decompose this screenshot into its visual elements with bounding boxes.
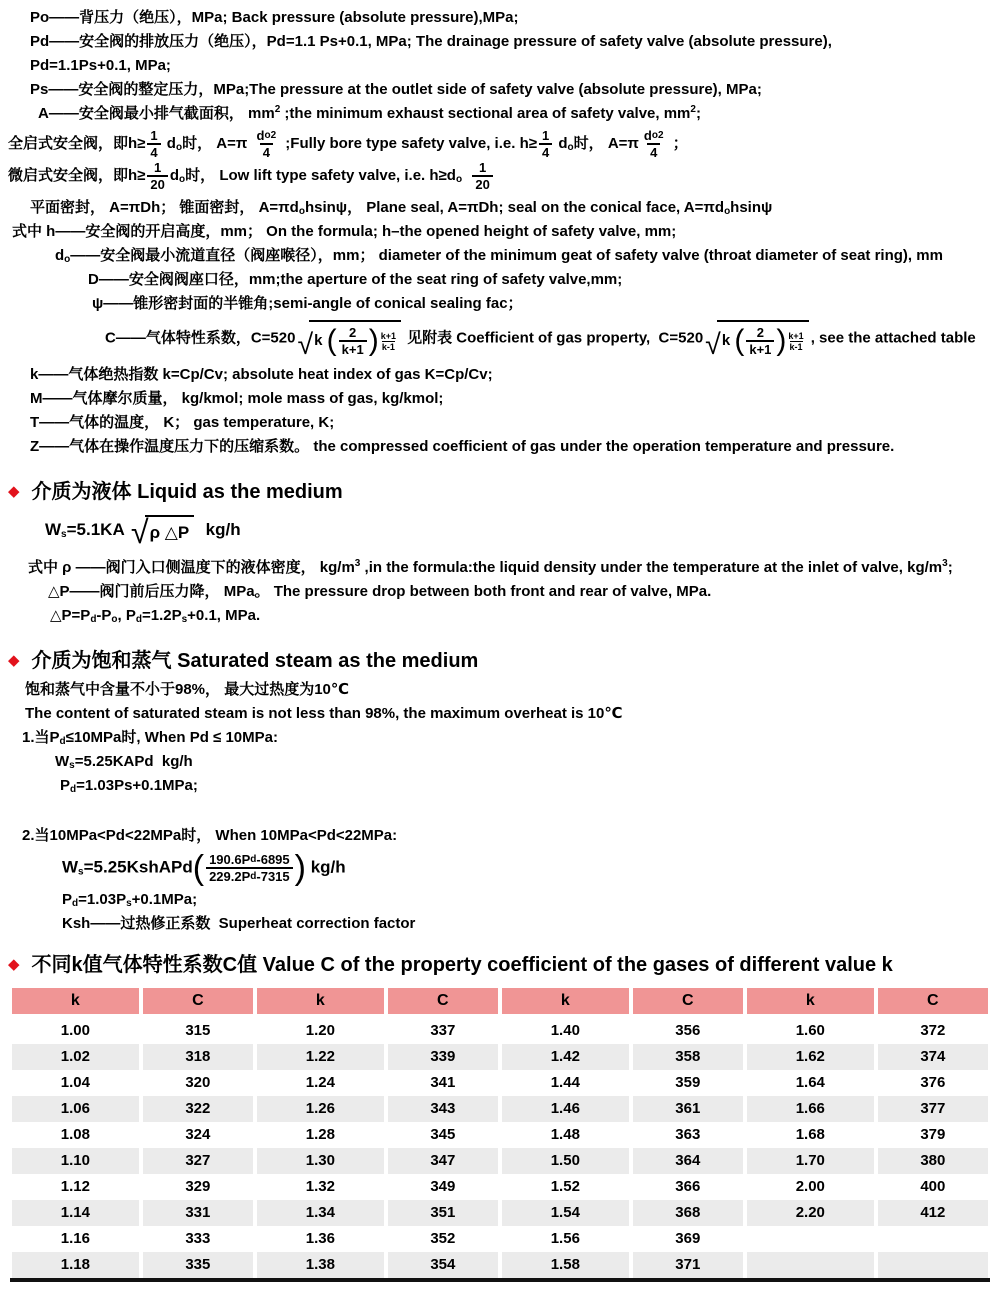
def-line-set-pressure: Ps——安全阀的整定压力，MPa;The pressure at the outlet side of safety valve (absolute pressure), MPa; xyxy=(30,81,762,98)
table-header-cell: C xyxy=(876,988,990,1018)
table-cell: 1.70 xyxy=(745,1148,876,1174)
table-cell: 1.42 xyxy=(500,1044,631,1070)
section-heading-k-table-text: 不同k值气体特性系数C值 Value C of the property coefficient of the gases of different value k xyxy=(31,954,893,976)
document-page xyxy=(0,6,1000,1282)
steam-case1-pd-formula: $P_d=1.03Ps+0.1MPa$; xyxy=(60,777,198,795)
def-line-back-pressure: Po——背压力（绝压），MPa; Back pressure (absolute pressure),MPa; xyxy=(30,9,519,26)
section-saturated-steam xyxy=(0,646,1000,936)
table-cell: 343 xyxy=(386,1096,500,1122)
table-cell: 1.32 xyxy=(255,1174,386,1200)
table-header-cell: k xyxy=(745,988,876,1018)
table-header-cell: C xyxy=(631,988,745,1018)
table-cell: 1.24 xyxy=(255,1070,386,1096)
table-cell: 345 xyxy=(386,1122,500,1148)
table-cell: 374 xyxy=(876,1044,990,1070)
def-line-throat-diameter: $d_o——$安全阀最小流道直径（阀座喉径），mm； diameter of the minimum geat of safety valve (throat diameter of seat ring), mm xyxy=(55,247,943,265)
table-row xyxy=(10,1200,990,1226)
table-cell: 358 xyxy=(631,1044,745,1070)
diamond-bullet-icon: ◆ xyxy=(8,956,20,973)
table-cell: 1.64 xyxy=(745,1070,876,1096)
table-row xyxy=(10,1226,990,1252)
table-cell: 320 xyxy=(141,1070,255,1096)
table-cell: 349 xyxy=(386,1174,500,1200)
table-row xyxy=(10,1148,990,1174)
steam-case1-flow-formula: $W_s=5.25KAPd$ kg/h xyxy=(55,753,193,771)
table-row xyxy=(10,1252,990,1278)
steam-case2-condition: 2.当10MPa<Pd<22MPa时， When 10MPa<Pd<22MPa: xyxy=(22,827,398,844)
table-cell xyxy=(745,1252,876,1278)
pressure-drop-formula: $\triangle P=P_d-P_o$, $P_d=1.2P_s+0.1$, MPa. xyxy=(50,607,261,625)
steam-case1-condition: 1.当$P_d\le 10MPa$时, When Pd ≤ 10MPa: xyxy=(22,729,278,747)
table-cell: 339 xyxy=(386,1044,500,1070)
table-cell: 351 xyxy=(386,1200,500,1226)
table-cell: 1.46 xyxy=(500,1096,631,1122)
table-row xyxy=(10,1044,990,1070)
kc-value-table xyxy=(10,988,990,1282)
table-cell: 377 xyxy=(876,1096,990,1122)
def-line-gas-coefficient: C——气体特性系数，C=520 √ k ( $\frac{2}{k+1}$ ) $\frac{k+1}{k-1}$ 见附表 Coefficient of gas property, C=520 √ k ( $\frac{2}{k+1}$ ) $\frac{k+1}{k-1}$ , see the attached table xyxy=(105,320,1000,357)
table-cell: 1.68 xyxy=(745,1122,876,1148)
steam-case2-pd-formula: $P_d=1.03P_s+0.1MPa$; xyxy=(62,891,198,909)
table-cell: 322 xyxy=(141,1096,255,1122)
table-header-cell: C xyxy=(141,988,255,1018)
table-cell: 1.08 xyxy=(10,1122,141,1148)
table-cell: 1.66 xyxy=(745,1096,876,1122)
section-heading-k-table xyxy=(8,950,1000,980)
table-cell: 1.40 xyxy=(500,1018,631,1044)
pressure-drop-line: △P——阀门前后压力降， MPa。 The pressure drop between both front and rear of valve, MPa. xyxy=(48,583,712,600)
table-cell: 329 xyxy=(141,1174,255,1200)
table-header-cell: C xyxy=(386,988,500,1018)
table-cell: 366 xyxy=(631,1174,745,1200)
table-cell: 2.00 xyxy=(745,1174,876,1200)
table-cell: 1.34 xyxy=(255,1200,386,1226)
table-cell: 368 xyxy=(631,1200,745,1226)
def-line-exhaust-area: A——安全阀最小排气截面积， $mm^2$ ;the minimum exhaust sectional area of safety valve, $mm^2$; xyxy=(38,104,701,122)
ksh-definition: Ksh——过热修正系数 Superheat correction factor xyxy=(62,915,416,932)
table-cell: 1.20 xyxy=(255,1018,386,1044)
table-cell xyxy=(876,1252,990,1278)
steam-content-cn: 饱和蒸气中含量不小于98%， 最大过热度为10℃ xyxy=(25,681,350,698)
table-row xyxy=(10,1018,990,1044)
table-cell: 380 xyxy=(876,1148,990,1174)
table-row xyxy=(10,1174,990,1200)
section-heading-liquid xyxy=(8,477,1000,507)
table-cell: 1.12 xyxy=(10,1174,141,1200)
table-cell: 315 xyxy=(141,1018,255,1044)
table-row xyxy=(10,1122,990,1148)
table-cell: 327 xyxy=(141,1148,255,1174)
def-line-opened-height: 式中 h——安全阀的开启高度，mm； On the formula; h–the opened height of safety valve, mm; xyxy=(12,223,677,240)
table-cell: 331 xyxy=(141,1200,255,1226)
table-cell: 1.58 xyxy=(500,1252,631,1278)
table-cell: 1.44 xyxy=(500,1070,631,1096)
table-cell: 2.20 xyxy=(745,1200,876,1226)
table-cell: 400 xyxy=(876,1174,990,1200)
table-cell: 376 xyxy=(876,1070,990,1096)
table-cell: 333 xyxy=(141,1226,255,1252)
table-cell: 1.28 xyxy=(255,1122,386,1148)
section-heading-steam-text: 介质为饱和蒸气 Saturated steam as the medium xyxy=(31,650,479,672)
def-line-drainage-pressure-formula: Pd=1.1Ps+0.1, MPa; xyxy=(30,57,171,74)
def-line-compression-factor: Z——气体在操作温度压力下的压缩系数。 the compressed coefficient of gas under the operation temperature and pressure. xyxy=(30,438,895,455)
table-cell: 352 xyxy=(386,1226,500,1252)
table-cell: 1.38 xyxy=(255,1252,386,1278)
table-row xyxy=(10,1070,990,1096)
table-cell: 1.18 xyxy=(10,1252,141,1278)
definitions-block xyxy=(0,6,1000,459)
def-line-mole-mass: M——气体摩尔质量， kg/kmol; mole mass of gas, kg/kmol; xyxy=(30,390,444,407)
def-line-plane-seal: 平面密封， A=πDh； 锥面密封， $A=\pi d_ohsin\psi$， Plane seal, A=πDh; seal on the conical face, $A=\pi d_ohsin\psi$ xyxy=(30,199,773,217)
table-cell: 1.48 xyxy=(500,1122,631,1148)
table-cell: 359 xyxy=(631,1070,745,1096)
table-cell: 356 xyxy=(631,1018,745,1044)
table-cell: 1.10 xyxy=(10,1148,141,1174)
saturated-steam-body xyxy=(0,678,1000,936)
def-line-seat-aperture: D——安全阀阀座口径，mm;the aperture of the seat ring of safety valve,mm; xyxy=(88,271,623,288)
table-cell: 341 xyxy=(386,1070,500,1096)
def-line-gas-temperature: T——气体的温度， K； gas temperature, K; xyxy=(30,414,335,431)
table-cell: 372 xyxy=(876,1018,990,1044)
table-cell: 1.02 xyxy=(10,1044,141,1070)
table-cell: 1.36 xyxy=(255,1226,386,1252)
def-line-fully-bore: 全启式安全阀，即h≥ $\frac{1}{4}$ $d_o$时， A=π d o 2 4 ;Fully bore type safety valve, i.e. h≥ $\frac{1}{4}$ $d_o$时， A=π d o 2 4 ； xyxy=(8,128,688,160)
table-cell: 1.50 xyxy=(500,1148,631,1174)
section-k-value-table xyxy=(0,950,1000,1282)
table-cell: 1.14 xyxy=(10,1200,141,1226)
table-cell: 364 xyxy=(631,1148,745,1174)
table-cell: 369 xyxy=(631,1226,745,1252)
section-heading-steam xyxy=(8,646,1000,676)
table-cell: 324 xyxy=(141,1122,255,1148)
def-line-drainage-pressure: Pd——安全阀的排放压力（绝压），Pd=1.1 Ps+0.1, MPa; The drainage pressure of safety valve (absolute pressure), xyxy=(30,33,832,50)
table-cell: 1.30 xyxy=(255,1148,386,1174)
table-cell: 1.00 xyxy=(10,1018,141,1044)
table-cell: 1.04 xyxy=(10,1070,141,1096)
table-header-cell: k xyxy=(500,988,631,1018)
table-cell xyxy=(745,1226,876,1252)
section-liquid-medium xyxy=(0,477,1000,628)
table-cell: 1.54 xyxy=(500,1200,631,1226)
table-cell: 354 xyxy=(386,1252,500,1278)
table-cell: 379 xyxy=(876,1122,990,1148)
table-cell: 1.16 xyxy=(10,1226,141,1252)
table-cell: 412 xyxy=(876,1200,990,1226)
liquid-density-line: 式中 ρ ——阀门入口侧温度下的液体密度， $kg/m^3$ ,in the formula:the liquid density under the temperature at the inlet of valve, $kg/m^3$; xyxy=(28,558,953,576)
table-cell: 363 xyxy=(631,1122,745,1148)
table-header-cell: k xyxy=(255,988,386,1018)
table-cell: 1.06 xyxy=(10,1096,141,1122)
liquid-medium-body xyxy=(0,515,1000,628)
table-cell: 1.22 xyxy=(255,1044,386,1070)
table-cell: 318 xyxy=(141,1044,255,1070)
diamond-bullet-icon: ◆ xyxy=(8,483,20,500)
steam-content-en: The content of saturated steam is not less than 98%, the maximum overheat is 10℃ xyxy=(25,705,623,722)
liquid-flow-formula: $W_s=5.1KA$ √ ρ △P kg/h xyxy=(45,514,241,551)
table-cell xyxy=(876,1226,990,1252)
table-cell: 1.62 xyxy=(745,1044,876,1070)
table-cell: 337 xyxy=(386,1018,500,1044)
table-cell: 1.52 xyxy=(500,1174,631,1200)
table-header-row xyxy=(10,988,990,1018)
table-cell: 1.60 xyxy=(745,1018,876,1044)
table-cell: 335 xyxy=(141,1252,255,1278)
diamond-bullet-icon: ◆ xyxy=(8,652,20,669)
table-cell: 1.26 xyxy=(255,1096,386,1122)
table-row xyxy=(10,1096,990,1122)
table-cell: 1.56 xyxy=(500,1226,631,1252)
def-line-adiabatic-index: k——气体绝热指数 k=Cp/Cv; absolute heat index of gas K=Cp/Cv; xyxy=(30,366,493,383)
def-line-semi-angle: ψ——锥形密封面的半锥角;semi-angle of conical sealing fac； xyxy=(92,295,523,312)
def-line-low-lift: 微启式安全阀，即h≥ $\frac{1}{20}$ $d_o$时， Low lift type safety valve, i.e. $h\ge d_o$ $\frac{1}{20}$ xyxy=(8,160,1000,192)
table-cell: 371 xyxy=(631,1252,745,1278)
table-header-cell: k xyxy=(10,988,141,1018)
table-cell: 361 xyxy=(631,1096,745,1122)
section-heading-liquid-text: 介质为液体 Liquid as the medium xyxy=(31,481,343,503)
steam-case2-flow-formula: $W_s=5.25KshAPd$( 190.6P d -6895 229.2P d -7315 ) kg/h xyxy=(62,849,346,887)
table-cell: 347 xyxy=(386,1148,500,1174)
